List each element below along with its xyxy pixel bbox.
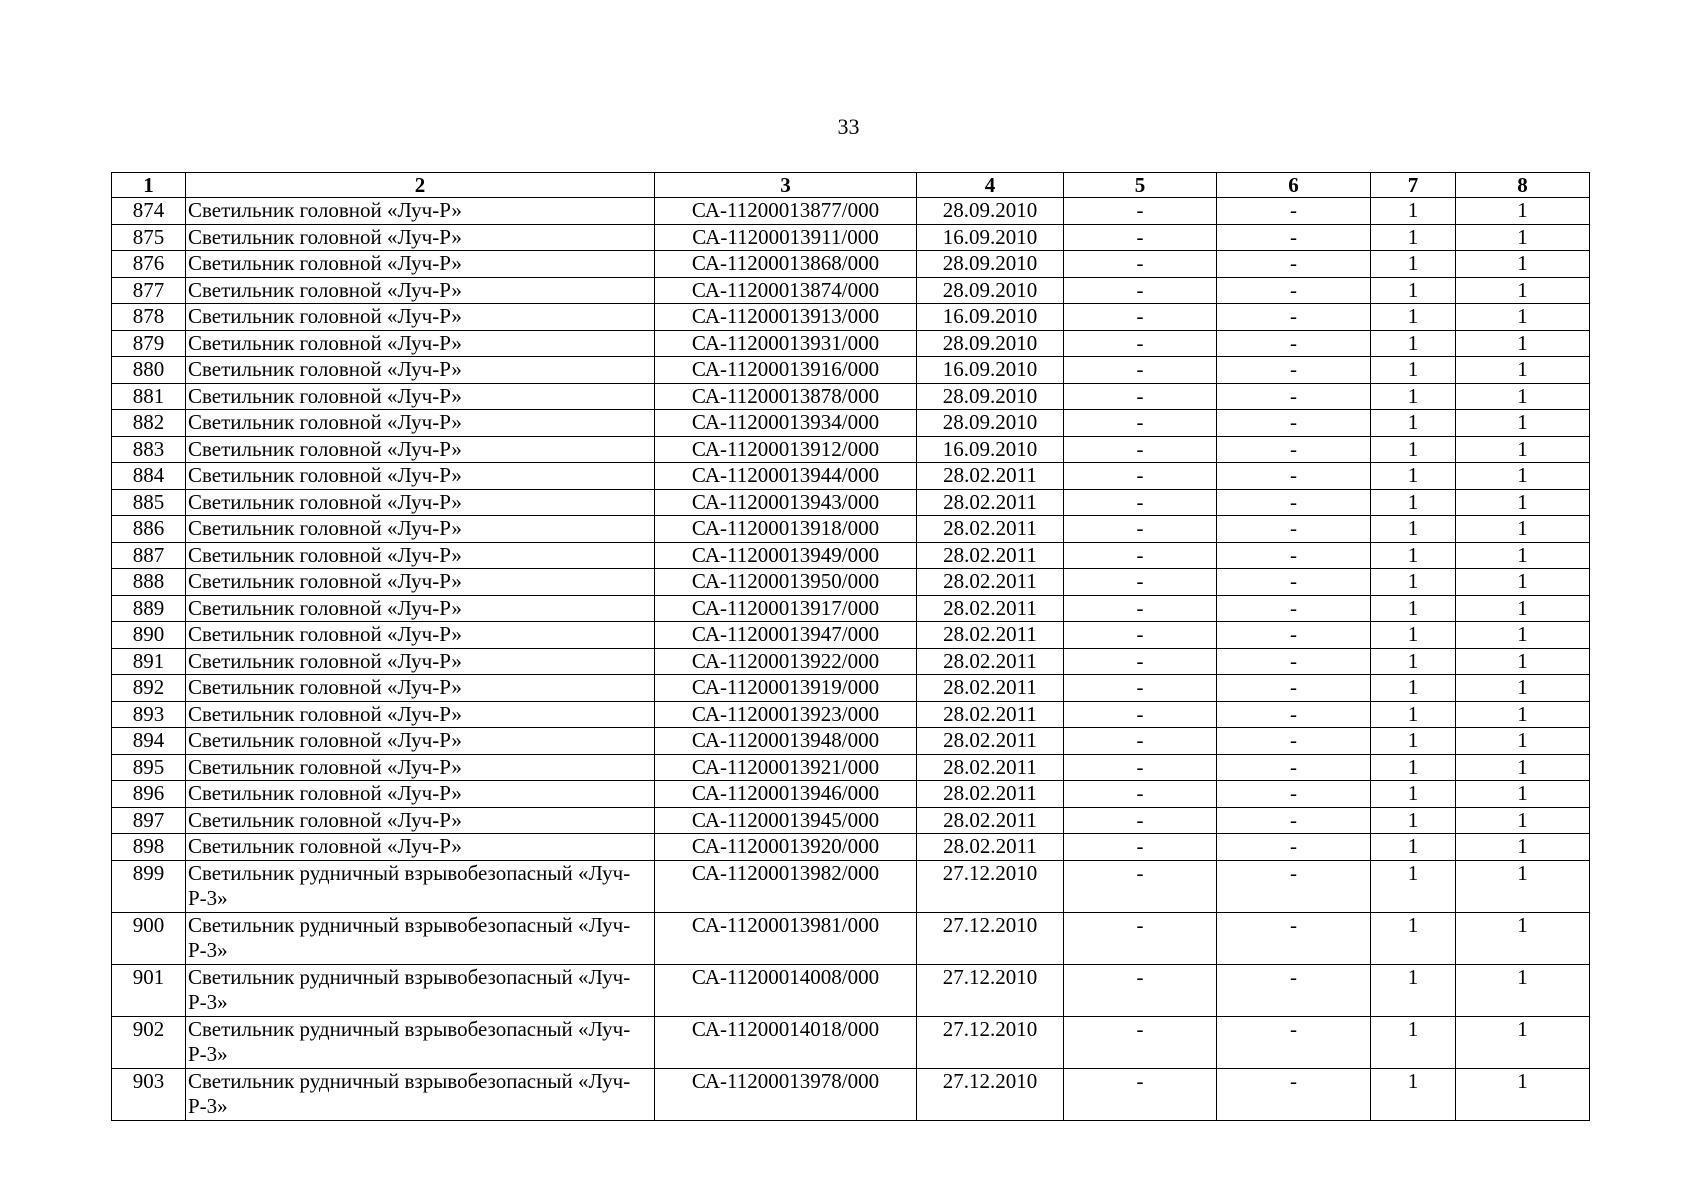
table-row — [112, 542, 1590, 569]
issue-date: 28.02.2011 — [917, 781, 1064, 808]
item-name: Светильник головной «Луч-Р» — [186, 648, 655, 675]
issue-date: 16.09.2010 — [917, 357, 1064, 384]
column-5-value: - — [1064, 701, 1217, 728]
row-number: 886 — [112, 516, 186, 543]
table-row — [112, 964, 1590, 1016]
column-6-value: - — [1217, 463, 1371, 490]
certificate-number: СА-11200013948/000 — [655, 728, 917, 755]
certificate-number: СА-11200013868/000 — [655, 251, 917, 278]
column-8-value: 1 — [1456, 489, 1590, 516]
column-8-value: 1 — [1456, 834, 1590, 861]
item-name: Светильник головной «Луч-Р» — [186, 304, 655, 331]
item-name: Светильник головной «Луч-Р» — [186, 277, 655, 304]
column-5-value: - — [1064, 1016, 1217, 1068]
column-5-value: - — [1064, 516, 1217, 543]
item-name: Светильник рудничный взрывобезопасный «Луч-Р-3» — [186, 860, 655, 912]
table-row — [112, 675, 1590, 702]
column-5-value: - — [1064, 357, 1217, 384]
row-number: 894 — [112, 728, 186, 755]
column-7-value: 1 — [1371, 383, 1456, 410]
column-header: 1 — [112, 173, 186, 198]
issue-date: 28.09.2010 — [917, 330, 1064, 357]
column-5-value: - — [1064, 964, 1217, 1016]
column-7-value: 1 — [1371, 569, 1456, 596]
column-5-value: - — [1064, 436, 1217, 463]
row-number: 903 — [112, 1068, 186, 1120]
item-name: Светильник головной «Луч-Р» — [186, 516, 655, 543]
column-6-value: - — [1217, 410, 1371, 437]
table-row — [112, 357, 1590, 384]
table-row — [112, 754, 1590, 781]
column-8-value: 1 — [1456, 198, 1590, 225]
column-7-value: 1 — [1371, 860, 1456, 912]
row-number: 880 — [112, 357, 186, 384]
column-6-value: - — [1217, 834, 1371, 861]
row-number: 878 — [112, 304, 186, 331]
column-7-value: 1 — [1371, 251, 1456, 278]
certificate-number: СА-11200013913/000 — [655, 304, 917, 331]
certificate-number: СА-11200013982/000 — [655, 860, 917, 912]
issue-date: 27.12.2010 — [917, 964, 1064, 1016]
column-8-value: 1 — [1456, 728, 1590, 755]
column-5-value: - — [1064, 489, 1217, 516]
column-7-value: 1 — [1371, 595, 1456, 622]
column-7-value: 1 — [1371, 357, 1456, 384]
certificate-number: СА-11200013916/000 — [655, 357, 917, 384]
column-7-value: 1 — [1371, 1068, 1456, 1120]
page-number: 33 — [837, 114, 860, 139]
column-8-value: 1 — [1456, 277, 1590, 304]
issue-date: 28.02.2011 — [917, 595, 1064, 622]
column-5-value: - — [1064, 728, 1217, 755]
row-number: 883 — [112, 436, 186, 463]
issue-date: 28.02.2011 — [917, 807, 1064, 834]
column-6-value: - — [1217, 357, 1371, 384]
item-name: Светильник головной «Луч-Р» — [186, 251, 655, 278]
item-name: Светильник головной «Луч-Р» — [186, 436, 655, 463]
issue-date: 27.12.2010 — [917, 912, 1064, 964]
column-8-value: 1 — [1456, 357, 1590, 384]
row-number: 901 — [112, 964, 186, 1016]
item-name: Светильник головной «Луч-Р» — [186, 569, 655, 596]
row-number: 876 — [112, 251, 186, 278]
item-name: Светильник головной «Луч-Р» — [186, 622, 655, 649]
column-5-value: - — [1064, 330, 1217, 357]
column-7-value: 1 — [1371, 463, 1456, 490]
row-number: 887 — [112, 542, 186, 569]
table-header-row — [112, 173, 1590, 198]
issue-date: 28.02.2011 — [917, 489, 1064, 516]
column-8-value: 1 — [1456, 383, 1590, 410]
column-6-value: - — [1217, 304, 1371, 331]
column-5-value: - — [1064, 569, 1217, 596]
certificate-number: СА-11200013921/000 — [655, 754, 917, 781]
column-7-value: 1 — [1371, 277, 1456, 304]
column-6-value: - — [1217, 807, 1371, 834]
column-6-value: - — [1217, 912, 1371, 964]
column-8-value: 1 — [1456, 516, 1590, 543]
certificate-number: СА-11200013944/000 — [655, 463, 917, 490]
column-8-value: 1 — [1456, 675, 1590, 702]
issue-date: 28.09.2010 — [917, 198, 1064, 225]
issue-date: 28.02.2011 — [917, 675, 1064, 702]
table-row — [112, 595, 1590, 622]
issue-date: 28.02.2011 — [917, 542, 1064, 569]
column-7-value: 1 — [1371, 224, 1456, 251]
column-5-value: - — [1064, 383, 1217, 410]
column-7-value: 1 — [1371, 304, 1456, 331]
item-name: Светильник рудничный взрывобезопасный «Луч-Р-3» — [186, 1016, 655, 1068]
column-8-value: 1 — [1456, 224, 1590, 251]
table-row — [112, 463, 1590, 490]
certificate-number: СА-11200013943/000 — [655, 489, 917, 516]
item-name: Светильник головной «Луч-Р» — [186, 595, 655, 622]
column-8-value: 1 — [1456, 569, 1590, 596]
issue-date: 28.02.2011 — [917, 834, 1064, 861]
column-5-value: - — [1064, 807, 1217, 834]
issue-date: 16.09.2010 — [917, 224, 1064, 251]
column-8-value: 1 — [1456, 912, 1590, 964]
column-5-value: - — [1064, 912, 1217, 964]
item-name: Светильник головной «Луч-Р» — [186, 834, 655, 861]
item-name: Светильник головной «Луч-Р» — [186, 542, 655, 569]
column-8-value: 1 — [1456, 330, 1590, 357]
column-6-value: - — [1217, 251, 1371, 278]
column-5-value: - — [1064, 251, 1217, 278]
column-7-value: 1 — [1371, 912, 1456, 964]
row-number: 892 — [112, 675, 186, 702]
column-6-value: - — [1217, 569, 1371, 596]
table-row — [112, 277, 1590, 304]
item-name: Светильник головной «Луч-Р» — [186, 410, 655, 437]
table-row — [112, 1068, 1590, 1120]
certificate-number: СА-11200013922/000 — [655, 648, 917, 675]
certificate-number: СА-11200013920/000 — [655, 834, 917, 861]
item-name: Светильник головной «Луч-Р» — [186, 463, 655, 490]
column-6-value: - — [1217, 516, 1371, 543]
row-number: 874 — [112, 198, 186, 225]
column-7-value: 1 — [1371, 436, 1456, 463]
table-row — [112, 198, 1590, 225]
column-5-value: - — [1064, 595, 1217, 622]
column-6-value: - — [1217, 1016, 1371, 1068]
item-name: Светильник головной «Луч-Р» — [186, 728, 655, 755]
issue-date: 28.02.2011 — [917, 701, 1064, 728]
column-6-value: - — [1217, 701, 1371, 728]
certificate-number: СА-11200014008/000 — [655, 964, 917, 1016]
column-5-value: - — [1064, 410, 1217, 437]
item-name: Светильник головной «Луч-Р» — [186, 807, 655, 834]
issue-date: 27.12.2010 — [917, 860, 1064, 912]
row-number: 885 — [112, 489, 186, 516]
certificate-number: СА-11200013877/000 — [655, 198, 917, 225]
column-6-value: - — [1217, 622, 1371, 649]
column-6-value: - — [1217, 198, 1371, 225]
column-6-value: - — [1217, 781, 1371, 808]
issue-date: 28.09.2010 — [917, 383, 1064, 410]
column-5-value: - — [1064, 860, 1217, 912]
column-8-value: 1 — [1456, 648, 1590, 675]
column-5-value: - — [1064, 622, 1217, 649]
column-8-value: 1 — [1456, 622, 1590, 649]
row-number: 888 — [112, 569, 186, 596]
item-name: Светильник головной «Луч-Р» — [186, 675, 655, 702]
certificate-number: СА-11200013947/000 — [655, 622, 917, 649]
row-number: 890 — [112, 622, 186, 649]
table-row — [112, 330, 1590, 357]
certificate-number: СА-11200013917/000 — [655, 595, 917, 622]
table-row — [112, 383, 1590, 410]
column-8-value: 1 — [1456, 304, 1590, 331]
issue-date: 28.02.2011 — [917, 463, 1064, 490]
row-number: 875 — [112, 224, 186, 251]
certificate-number: СА-11200013945/000 — [655, 807, 917, 834]
column-6-value: - — [1217, 436, 1371, 463]
column-7-value: 1 — [1371, 516, 1456, 543]
row-number: 893 — [112, 701, 186, 728]
column-8-value: 1 — [1456, 860, 1590, 912]
item-name: Светильник головной «Луч-Р» — [186, 754, 655, 781]
issue-date: 16.09.2010 — [917, 304, 1064, 331]
certificate-number: СА-11200013923/000 — [655, 701, 917, 728]
column-7-value: 1 — [1371, 834, 1456, 861]
issue-date: 28.02.2011 — [917, 516, 1064, 543]
certificate-number: СА-11200013874/000 — [655, 277, 917, 304]
column-header: 4 — [917, 173, 1064, 198]
column-6-value: - — [1217, 675, 1371, 702]
table-body — [112, 198, 1590, 1121]
certificate-number: СА-11200013931/000 — [655, 330, 917, 357]
table-row — [112, 781, 1590, 808]
certificate-number: СА-11200013981/000 — [655, 912, 917, 964]
table-row — [112, 912, 1590, 964]
column-8-value: 1 — [1456, 436, 1590, 463]
column-8-value: 1 — [1456, 701, 1590, 728]
column-5-value: - — [1064, 1068, 1217, 1120]
row-number: 899 — [112, 860, 186, 912]
column-6-value: - — [1217, 277, 1371, 304]
column-5-value: - — [1064, 277, 1217, 304]
registry-table — [111, 172, 1590, 1121]
table-row — [112, 516, 1590, 543]
table-row — [112, 436, 1590, 463]
item-name: Светильник рудничный взрывобезопасный «Луч-Р-3» — [186, 912, 655, 964]
table-row — [112, 251, 1590, 278]
column-header: 6 — [1217, 173, 1371, 198]
column-5-value: - — [1064, 198, 1217, 225]
column-5-value: - — [1064, 224, 1217, 251]
column-8-value: 1 — [1456, 781, 1590, 808]
column-5-value: - — [1064, 754, 1217, 781]
row-number: 902 — [112, 1016, 186, 1068]
column-6-value: - — [1217, 754, 1371, 781]
table-row — [112, 701, 1590, 728]
table-row — [112, 304, 1590, 331]
column-6-value: - — [1217, 542, 1371, 569]
column-6-value: - — [1217, 1068, 1371, 1120]
column-7-value: 1 — [1371, 489, 1456, 516]
row-number: 900 — [112, 912, 186, 964]
table-row — [112, 807, 1590, 834]
table-row — [112, 489, 1590, 516]
column-8-value: 1 — [1456, 1016, 1590, 1068]
column-5-value: - — [1064, 781, 1217, 808]
issue-date: 28.02.2011 — [917, 728, 1064, 755]
column-8-value: 1 — [1456, 1068, 1590, 1120]
column-5-value: - — [1064, 675, 1217, 702]
column-6-value: - — [1217, 728, 1371, 755]
column-6-value: - — [1217, 383, 1371, 410]
column-5-value: - — [1064, 463, 1217, 490]
row-number: 898 — [112, 834, 186, 861]
issue-date: 28.09.2010 — [917, 251, 1064, 278]
table-row — [112, 834, 1590, 861]
certificate-number: СА-11200013911/000 — [655, 224, 917, 251]
certificate-number: СА-11200013949/000 — [655, 542, 917, 569]
row-number: 877 — [112, 277, 186, 304]
item-name: Светильник головной «Луч-Р» — [186, 330, 655, 357]
column-6-value: - — [1217, 330, 1371, 357]
row-number: 879 — [112, 330, 186, 357]
column-8-value: 1 — [1456, 410, 1590, 437]
issue-date: 16.09.2010 — [917, 436, 1064, 463]
column-7-value: 1 — [1371, 198, 1456, 225]
item-name: Светильник головной «Луч-Р» — [186, 198, 655, 225]
row-number: 891 — [112, 648, 186, 675]
row-number: 884 — [112, 463, 186, 490]
item-name: Светильник головной «Луч-Р» — [186, 224, 655, 251]
column-7-value: 1 — [1371, 964, 1456, 1016]
certificate-number: СА-11200013918/000 — [655, 516, 917, 543]
column-7-value: 1 — [1371, 1016, 1456, 1068]
certificate-number: СА-11200013950/000 — [655, 569, 917, 596]
row-number: 889 — [112, 595, 186, 622]
column-7-value: 1 — [1371, 330, 1456, 357]
row-number: 897 — [112, 807, 186, 834]
column-7-value: 1 — [1371, 410, 1456, 437]
column-7-value: 1 — [1371, 675, 1456, 702]
column-7-value: 1 — [1371, 781, 1456, 808]
column-7-value: 1 — [1371, 622, 1456, 649]
row-number: 882 — [112, 410, 186, 437]
column-8-value: 1 — [1456, 754, 1590, 781]
column-7-value: 1 — [1371, 701, 1456, 728]
issue-date: 28.02.2011 — [917, 622, 1064, 649]
column-header: 2 — [186, 173, 655, 198]
column-header: 5 — [1064, 173, 1217, 198]
table-row — [112, 224, 1590, 251]
column-6-value: - — [1217, 489, 1371, 516]
certificate-number: СА-11200013912/000 — [655, 436, 917, 463]
row-number: 896 — [112, 781, 186, 808]
column-7-value: 1 — [1371, 807, 1456, 834]
issue-date: 28.09.2010 — [917, 277, 1064, 304]
certificate-number: СА-11200013978/000 — [655, 1068, 917, 1120]
column-5-value: - — [1064, 304, 1217, 331]
column-8-value: 1 — [1456, 807, 1590, 834]
item-name: Светильник головной «Луч-Р» — [186, 383, 655, 410]
certificate-number: СА-11200013946/000 — [655, 781, 917, 808]
column-header: 3 — [655, 173, 917, 198]
certificate-number: СА-11200013934/000 — [655, 410, 917, 437]
item-name: Светильник рудничный взрывобезопасный «Луч-Р-3» — [186, 1068, 655, 1120]
column-8-value: 1 — [1456, 595, 1590, 622]
column-8-value: 1 — [1456, 542, 1590, 569]
column-8-value: 1 — [1456, 964, 1590, 1016]
table-row — [112, 860, 1590, 912]
certificate-number: СА-11200014018/000 — [655, 1016, 917, 1068]
column-8-value: 1 — [1456, 463, 1590, 490]
column-header: 8 — [1456, 173, 1590, 198]
column-7-value: 1 — [1371, 648, 1456, 675]
issue-date: 27.12.2010 — [917, 1068, 1064, 1120]
issue-date: 28.02.2011 — [917, 569, 1064, 596]
item-name: Светильник головной «Луч-Р» — [186, 489, 655, 516]
table-row — [112, 569, 1590, 596]
column-6-value: - — [1217, 224, 1371, 251]
issue-date: 28.02.2011 — [917, 754, 1064, 781]
item-name: Светильник головной «Луч-Р» — [186, 781, 655, 808]
certificate-number: СА-11200013919/000 — [655, 675, 917, 702]
table-row — [112, 622, 1590, 649]
row-number: 881 — [112, 383, 186, 410]
row-number: 895 — [112, 754, 186, 781]
column-5-value: - — [1064, 542, 1217, 569]
issue-date: 28.09.2010 — [917, 410, 1064, 437]
table-row — [112, 1016, 1590, 1068]
column-6-value: - — [1217, 860, 1371, 912]
item-name: Светильник головной «Луч-Р» — [186, 357, 655, 384]
item-name: Светильник головной «Луч-Р» — [186, 701, 655, 728]
column-7-value: 1 — [1371, 542, 1456, 569]
column-5-value: - — [1064, 834, 1217, 861]
table-row — [112, 728, 1590, 755]
certificate-number: СА-11200013878/000 — [655, 383, 917, 410]
column-6-value: - — [1217, 595, 1371, 622]
item-name: Светильник рудничный взрывобезопасный «Луч-Р-3» — [186, 964, 655, 1016]
column-8-value: 1 — [1456, 251, 1590, 278]
table-row — [112, 648, 1590, 675]
issue-date: 27.12.2010 — [917, 1016, 1064, 1068]
issue-date: 28.02.2011 — [917, 648, 1064, 675]
column-6-value: - — [1217, 648, 1371, 675]
column-7-value: 1 — [1371, 728, 1456, 755]
column-5-value: - — [1064, 648, 1217, 675]
column-6-value: - — [1217, 964, 1371, 1016]
column-7-value: 1 — [1371, 754, 1456, 781]
table-row — [112, 410, 1590, 437]
column-header: 7 — [1371, 173, 1456, 198]
